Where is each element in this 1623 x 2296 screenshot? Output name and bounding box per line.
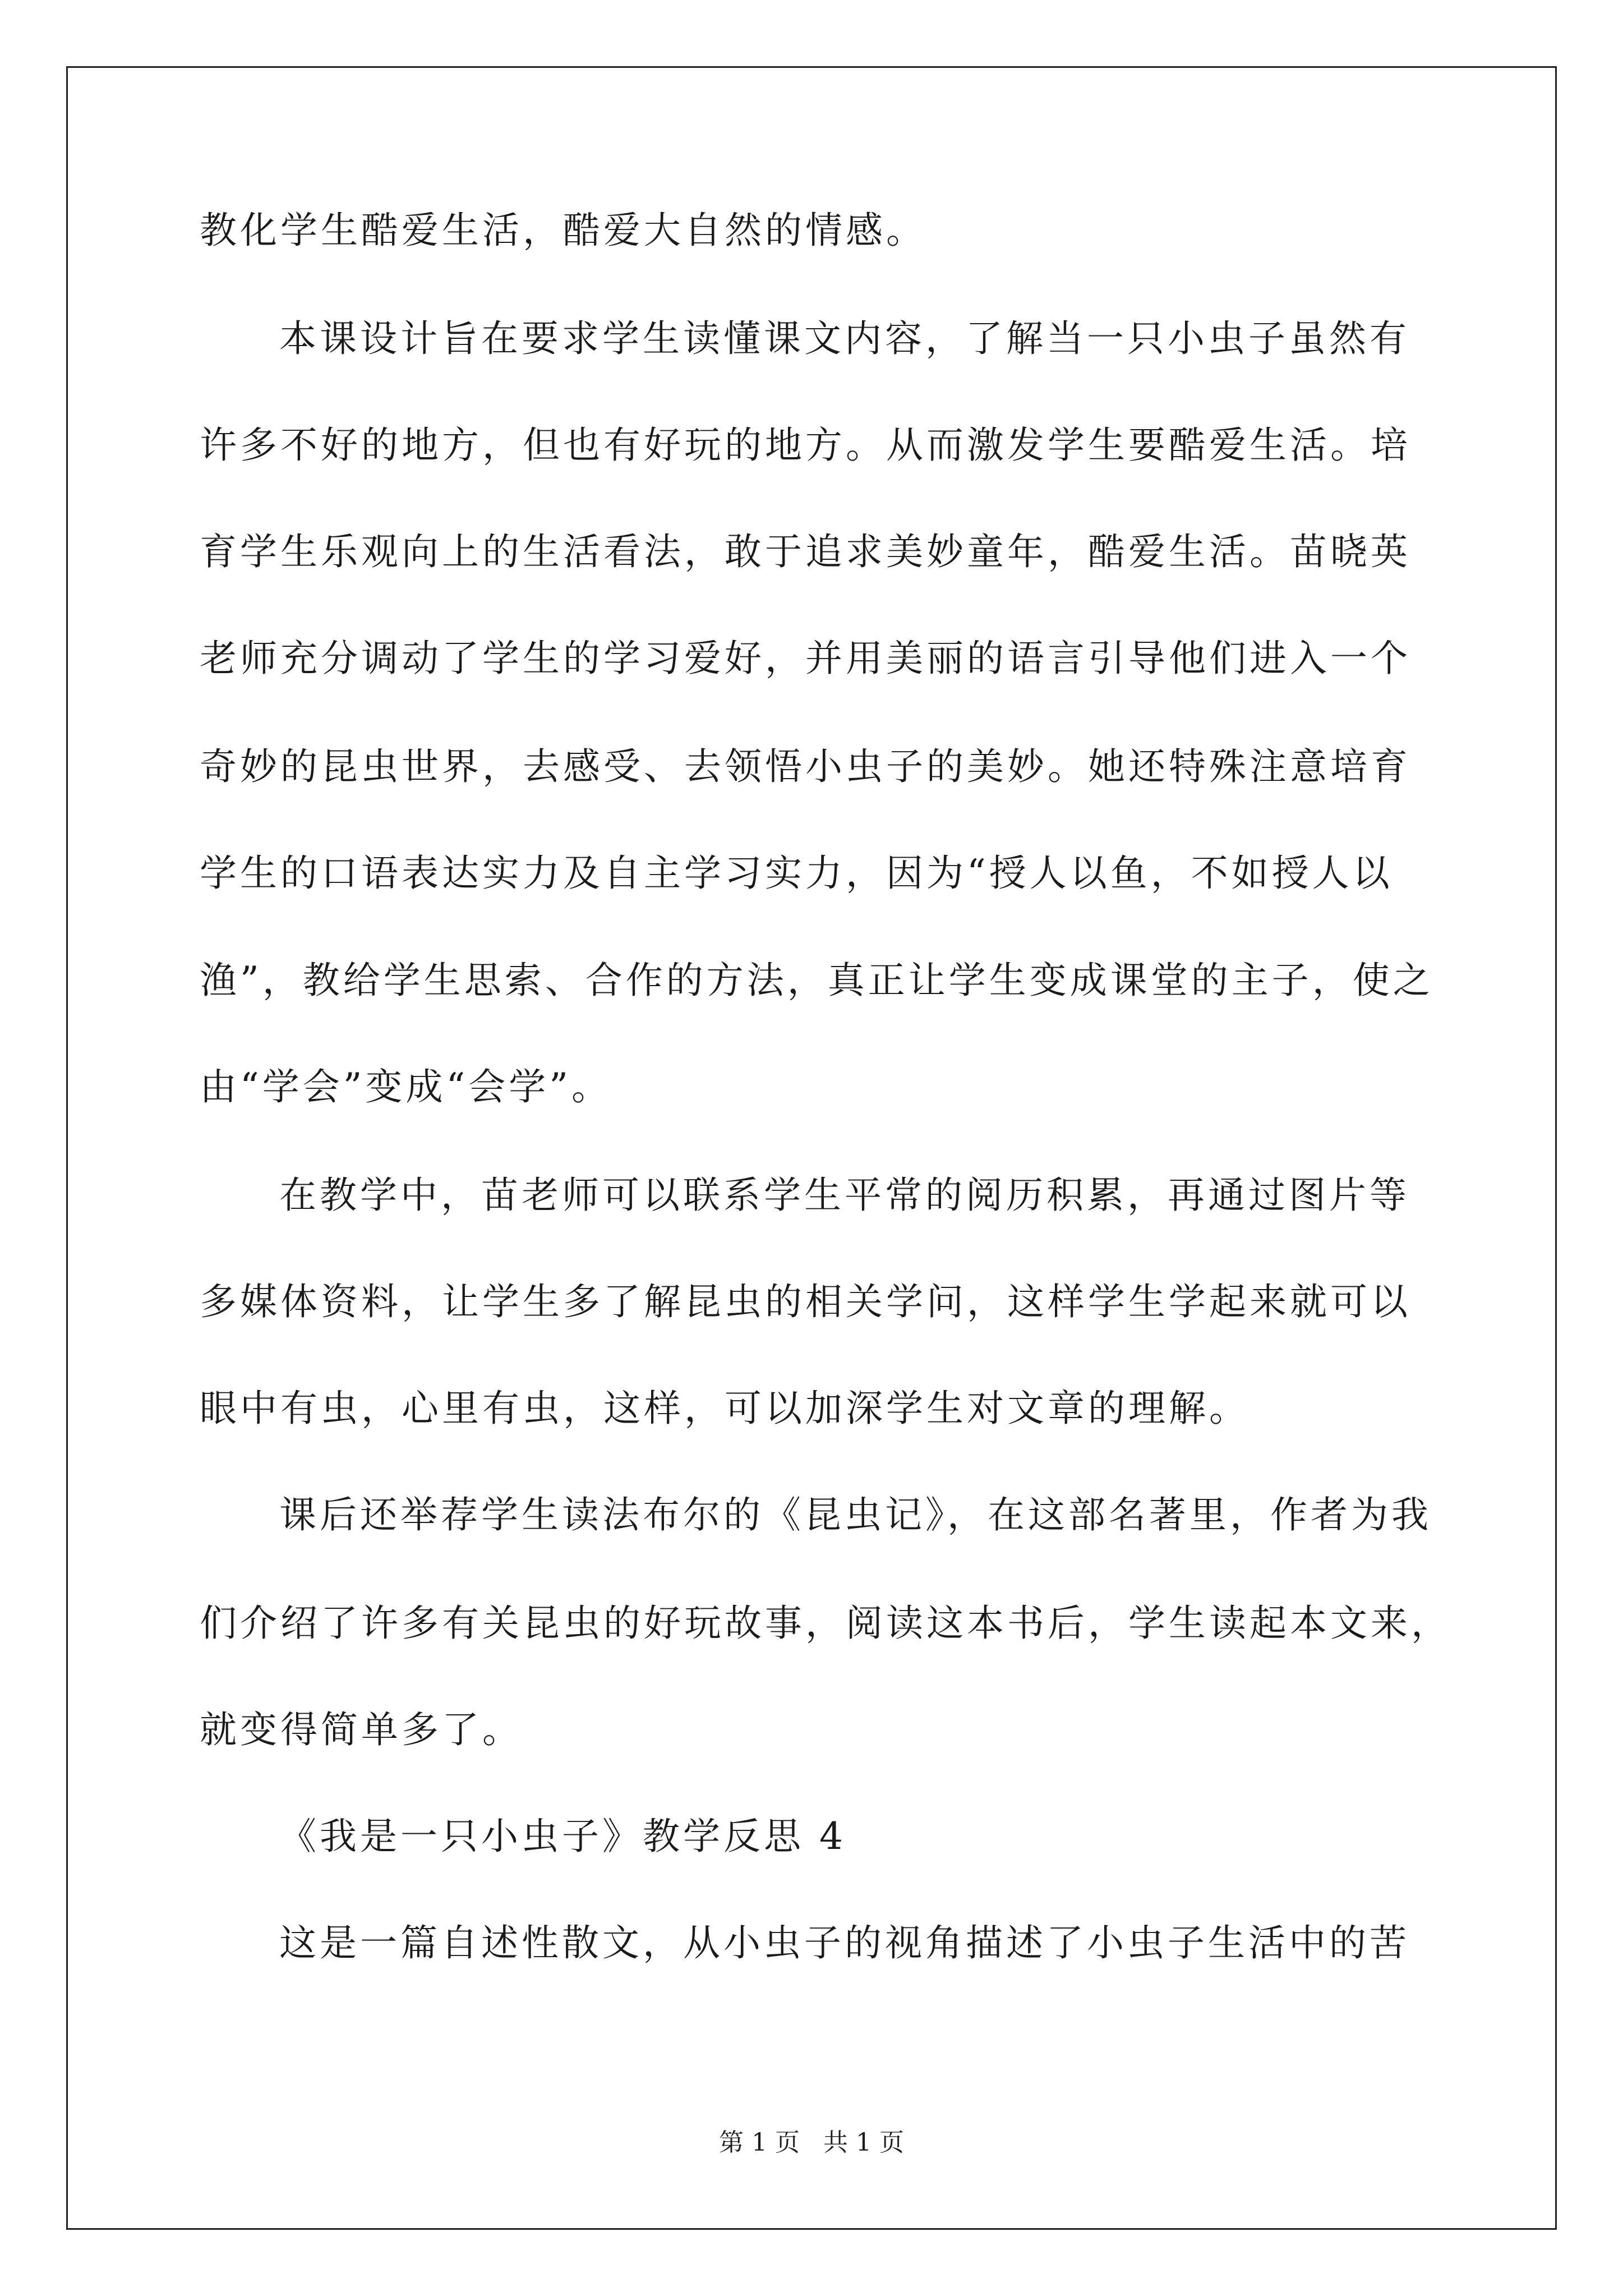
text-line-5: 老师充分调动了学生的学习爱好，并用美丽的语言引导他们进入一个 — [200, 637, 1411, 680]
text-line-8: 渔”，教给学生思索、合作的方法，真正让学生变成课堂的主子，使之 — [200, 959, 1433, 1002]
text-line-1: 教化学生酷爱生活，酷爱大自然的情感。 — [200, 209, 926, 252]
text-line-14: 们介绍了许多有关昆虫的好玩故事，阅读这本书后，学生读起本文来， — [200, 1602, 1451, 1645]
page-border — [66, 66, 1557, 2230]
text-line-7: 学生的口语表达实力及自主学习实力，因为“授人以鱼，不如授人以 — [200, 852, 1393, 895]
text-line-6: 奇妙的昆虫世界，去感受、去领悟小虫子的美妙。她还特殊注意培育 — [200, 745, 1411, 788]
text-line-3: 许多不好的地方，但也有好玩的地方。从而激发学生要酷爱生活。培 — [200, 424, 1411, 467]
text-line-9: 由“学会”变成“会学”。 — [200, 1065, 612, 1108]
text-line-10: 在教学中，苗老师可以联系学生平常的阅历积累，再通过图片等 — [279, 1174, 1410, 1217]
page-footer: 第 1 页 共 1 页 — [719, 2128, 904, 2157]
text-line-2: 本课设计旨在要求学生读懂课文内容，了解当一只小虫子虽然有 — [279, 317, 1410, 360]
text-line-11: 多媒体资料，让学生多了解昆虫的相关学问，这样学生学起来就可以 — [200, 1280, 1411, 1323]
section-heading: 《我是一只小虫子》教学反思 4 — [279, 1815, 846, 1858]
text-line-4: 育学生乐观向上的生活看法，敢于追求美妙童年，酷爱生活。苗晓英 — [200, 530, 1411, 573]
text-line-17: 这是一篇自述性散文，从小虫子的视角描述了小虫子生活中的苦 — [279, 1921, 1410, 1964]
text-line-13: 课后还举荐学生读法布尔的《昆虫记》，在这部名著里，作者为我 — [279, 1493, 1432, 1536]
text-line-12: 眼中有虫，心里有虫，这样，可以加深学生对文章的理解。 — [200, 1387, 1249, 1430]
text-line-15: 就变得简单多了。 — [200, 1708, 523, 1751]
